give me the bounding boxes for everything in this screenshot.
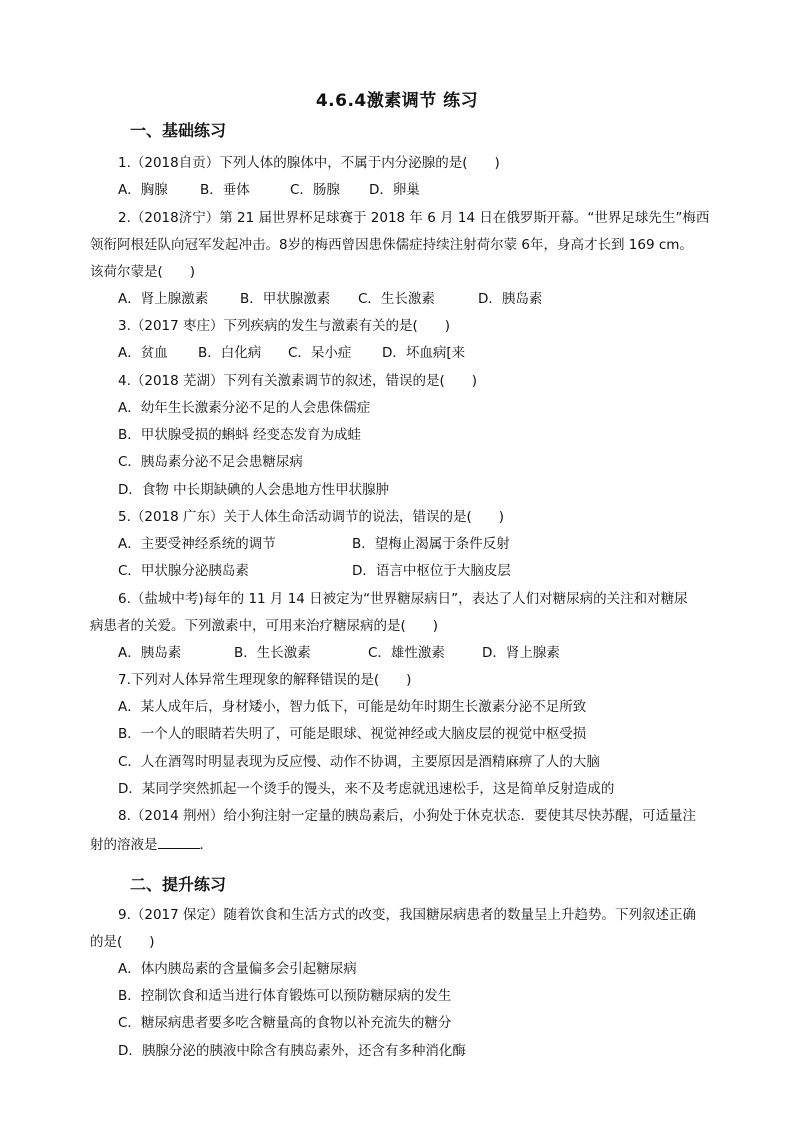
question-5-stem: 5.（2018 广东）关于人体生命活动调节的说法，错误的是( ) <box>118 509 505 525</box>
question-3-option-b: B．白化病 <box>198 345 262 361</box>
question-2-option-a: A．肾上腺激素 <box>118 291 209 307</box>
section-heading-basic: 一、基础练习 <box>130 121 227 140</box>
question-9-stem-line-2: 的是( ) <box>90 934 155 950</box>
question-6-option-c: C．雄性激素 <box>368 645 445 661</box>
page-title: 4.6.4激素调节 练习 <box>315 91 479 111</box>
question-2-option-c: C．生长激素 <box>358 291 435 307</box>
question-5-option-b: B．望梅止渴属于条件反射 <box>352 536 510 552</box>
question-7-stem: 7.下列对人体异常生理现象的解释错误的是( ) <box>118 672 412 688</box>
question-7-option-d: D．某同学突然抓起一个烫手的馒头，来不及考虑就迅速松手，这是简单反射造成的 <box>118 781 615 797</box>
question-3-stem: 3.（2017 枣庄）下列疾病的发生与激素有关的是( ) <box>118 318 451 334</box>
question-5-option-c: C．甲状腺分泌胰岛素 <box>118 563 249 579</box>
question-2-option-b: B．甲状腺激素 <box>240 291 331 307</box>
question-1-option-c: C．肠腺 <box>290 182 340 198</box>
section-heading-advanced: 二、提升练习 <box>130 875 227 894</box>
question-2-option-d: D．胰岛素 <box>478 291 543 307</box>
question-1-stem: 1.（2018自贡）下列人体的腺体中，不属于内分泌腺的是( ) <box>118 155 500 171</box>
question-7-option-c: C．人在酒驾时明显表现为反应慢、动作不协调，主要原因是酒精麻痹了人的大脑 <box>118 754 600 770</box>
question-6-option-a: A．胰岛素 <box>118 645 182 661</box>
question-1-option-d: D．卵巢 <box>369 182 420 198</box>
question-4-option-c: C．胰岛素分泌不足会患糖尿病 <box>118 454 303 470</box>
question-5-option-a: A．主要受神经系统的调节 <box>118 536 276 552</box>
question-3-option-c: C．呆小症 <box>288 345 352 361</box>
question-9-stem-line-1: 9.（2017 保定）随着饮食和生活方式的改变，我国糖尿病患者的数量呈上升趋势。下列叙述正确 <box>118 907 697 923</box>
question-3-option-a: A．贫血 <box>118 345 168 361</box>
question-6-stem-line-1: 6.（盐城中考)每年的 11 月 14 日被定为“世界糖尿病日”，表达了人们对糖尿病的关注和对糖尿 <box>118 591 688 607</box>
question-6-option-d: D．肾上腺素 <box>482 645 560 661</box>
question-4-option-a: A．幼年生长激素分泌不足的人会患侏儒症 <box>118 400 371 416</box>
question-5-option-d: D．语言中枢位于大脑皮层 <box>352 563 511 579</box>
question-9-option-b: B．控制饮食和适当进行体育锻炼可以预防糖尿病的发生 <box>118 988 452 1004</box>
question-2-stem-line-2: 领衔阿根廷队向冠军发起冲击。8岁的梅西曾因患侏儒症持续注射荷尔蒙 6年，身高才长到 169 cm。 <box>90 237 693 253</box>
question-9-option-a: A．体内胰岛素的含量偏多会引起糖尿病 <box>118 961 357 977</box>
question-8-stem-text: 射的溶液是 <box>90 837 158 853</box>
question-8-stem-line-2 <box>90 834 710 855</box>
question-8-answer-blank <box>158 834 200 849</box>
question-9-option-c: C．糖尿病患者要多吃含糖量高的食物以补充流失的糖分 <box>118 1015 452 1031</box>
question-2-stem-line-3: 该荷尔蒙是( ) <box>90 264 196 280</box>
question-8-stem-end: ． <box>199 837 213 853</box>
question-1-option-b: B．垂体 <box>200 182 250 198</box>
question-4-stem: 4.（2018 芜湖）下列有关激素调节的叙述，错误的是( ) <box>118 373 478 389</box>
question-7-option-a: A．某人成年后，身材矮小，智力低下，可能是幼年时期生长激素分泌不足所致 <box>118 699 587 715</box>
question-4-option-b: B．甲状腺受损的蝌蚪 经变态发育为成蛙 <box>118 427 362 443</box>
question-6-option-b: B．生长激素 <box>234 645 311 661</box>
question-6-stem-line-2: 病患者的关爱。下列激素中，可用来治疗糖尿病的是( ) <box>90 618 439 634</box>
question-4-option-d: D．食物 中长期缺碘的人会患地方性甲状腺肿 <box>118 482 390 498</box>
question-2-stem-line-1: 2.（2018济宁）第 21 届世界杯足球赛于 2018 年 6 月 14 日在俄罗斯开幕。“世界足球先生”梅西 <box>118 210 710 226</box>
question-7-option-b: B．一个人的眼睛若失明了，可能是眼球、视觉神经或大脑皮层的视觉中枢受损 <box>118 726 587 742</box>
question-3-option-d: D．坏血病[来 <box>382 345 466 361</box>
question-9-option-d: D．胰腺分泌的胰液中除含有胰岛素外，还含有多种消化酶 <box>118 1043 466 1059</box>
question-1-option-a: A．胸腺 <box>118 182 168 198</box>
question-8-stem-line-1: 8.（2014 荆州）给小狗注射一定量的胰岛素后，小狗处于休克状态．要使其尽快苏醒，可适量注 <box>118 808 697 824</box>
